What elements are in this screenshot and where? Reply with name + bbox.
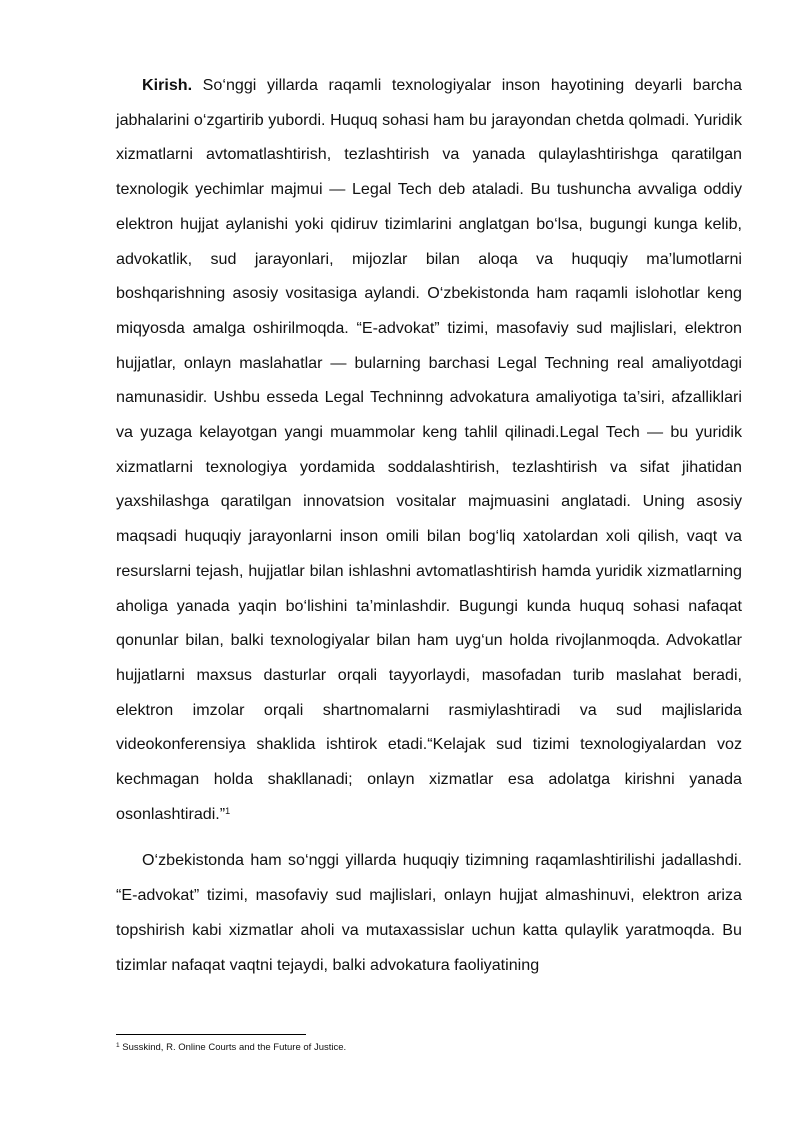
intro-text: So‘nggi yillarda raqamli texnologiyalar inson hayotining deyarli barcha jabhalarini o‘zgartirib yubordi. Huquq sohasi ham bu jarayondan chetda qolmadi. Yuridik xizmatlarni avtomatlashtirish, tezlashtirish va yanada qulaylashtirishga qaratilgan texnologik yechimlar majmui — Legal Tech deb ataladi. Bu tushuncha avvaliga oddiy elektron hujjat aylanishi yoki qidiruv tizimlarini anglatgan bo‘lsa, bugungi kunga kelib, advokatlik, sud jarayonlari, mijozlar bilan aloqa va huquqiy ma’lumotlarni boshqarishning asosiy vositasiga aylandi. O‘zbekistonda ham raqamli islohotlar keng miqyosda amalga oshirilmoqda. “E-advokat” tizimi, masofaviy sud majlislari, elektron hujjatlar, onlayn maslahatlar — bularning barchasi Legal Techning real amaliyotdagi namunasidir. Ushbu esseda Legal Techninng advokatura amaliyotiga ta’siri, afzalliklari va yuzaga kelayotgan yangi muammolar keng tahlil qilinadi.Legal Tech — bu yuridik xizmatlarni texnologiya yordamida soddalashtirish, tezlashtirish va sifat jihatidan yaxshilashga qaratilgan innovatsion vositalar majmuasini anglatadi. Uning asosiy maqsadi huquqiy jarayonlarni inson omili bilan bog‘liq xatolardan xoli qilish, vaqt va resurslarni tejash, hujjatlar bilan ishlashni avtomatlashtirish hamda yuridik xizmatlarning aholiga yanada yaqin bo‘lishini ta’minlashdir. Bugungi kunda huquq sohasi nafaqat qonunlar bilan, balki texnologiyalar bilan ham uyg‘un holda rivojlanmoqda. Advokatlar hujjatlarni maxsus dasturlar orqali tayyorlaydi, masofadan turib maslahat beradi, elektron imzolar orqali shartnomalarni rasmiylashtiradi va sud majlislarida videokonferensiya shaklida ishtirok etadi.“Kelajak sud tizimi texnologiyalardan voz kechmagan holda shakllanadi; onlayn xizmatlar esa adolatga kirishni yanada osonlashtiradi.” xyxy=(116,76,742,823)
footnote-reference[interactable]: 1 xyxy=(225,805,231,816)
intro-heading: Kirish. xyxy=(142,76,193,94)
footnote-number: 1 xyxy=(116,1042,120,1049)
footnote-text: Susskind, R. Online Courts and the Future of Justice. xyxy=(119,1042,347,1053)
paragraph-second: O‘zbekistonda ham so‘nggi yillarda huquqiy tizimning raqamlashtirilishi jadallashdi. “E-advokat” tizimi, masofaviy sud majlislari, onlayn hujjat almashinuvi, elektron ariza topshirish kabi xizmatlar aholi va mutaxassislar uchun katta qulaylik yaratmoqda. Bu tizimlar nafaqat vaqtni tejaydi, balki advokatura faoliyatining xyxy=(116,851,742,974)
paragraph-introduction xyxy=(116,68,742,831)
footnote xyxy=(116,1042,346,1053)
document-body xyxy=(116,68,742,982)
footnote-separator xyxy=(116,1034,306,1035)
